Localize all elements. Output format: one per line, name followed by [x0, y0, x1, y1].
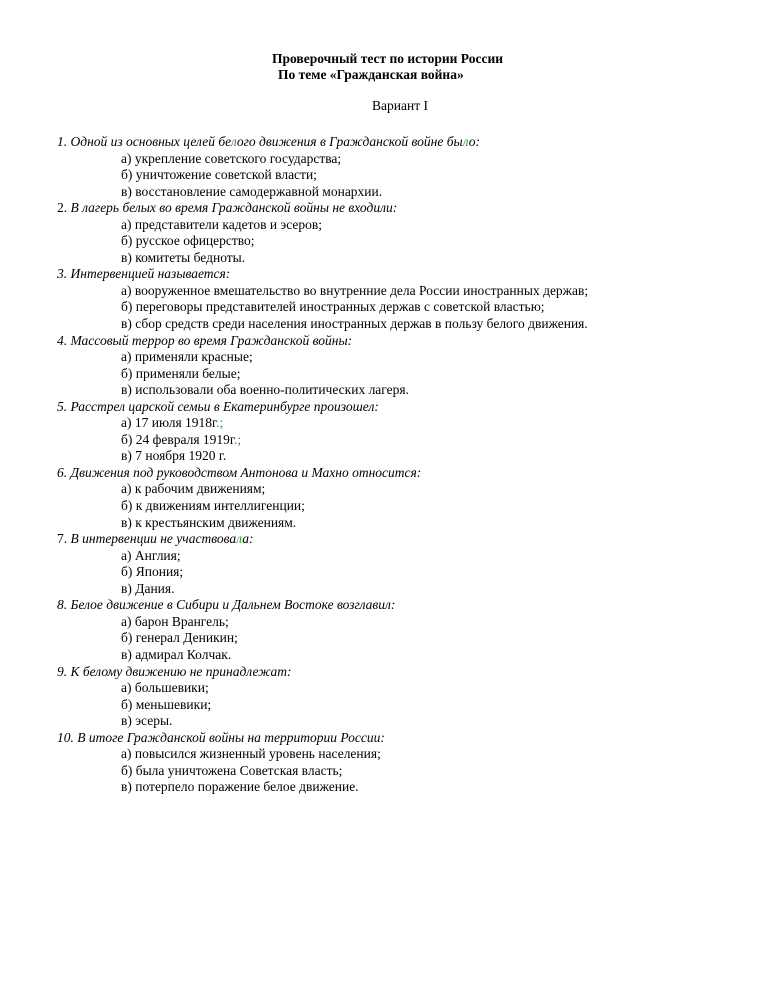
answer-option: а) вооруженное вмешательство во внутренние дела России иностранных держав;	[121, 282, 589, 298]
question-number: 4.	[57, 332, 68, 348]
question-number: 3.	[57, 266, 68, 282]
question-text: Интервенцией называется:	[70, 266, 231, 282]
answer-option: в) использовали оба военно-политических лагеря.	[121, 382, 409, 398]
question-number: 1.	[57, 134, 68, 149]
question-number: 2.	[57, 200, 68, 216]
question-4	[57, 333, 757, 350]
question-number: 6.	[57, 464, 68, 480]
answer-option: в) 7 ноября 1920 г.	[121, 448, 227, 464]
question-number: 7.	[57, 531, 68, 547]
answer-option: б) была уничтожена Советская власть;	[121, 762, 343, 778]
question-text: Движения под руководством Антонова и Махно относится:	[70, 464, 422, 480]
question-number: 10.	[57, 729, 74, 745]
answer-option: а) представители кадетов и эсеров;	[121, 216, 322, 232]
answer-option: б) генерал Деникин;	[121, 630, 238, 646]
answer-option: в) восстановление самодержавной монархии.	[121, 183, 383, 199]
question-9	[57, 664, 757, 681]
question-3	[57, 266, 757, 283]
answer-option: б) переговоры представителей иностранных держав с советской властью;	[121, 299, 545, 315]
answer-option: в) Дания.	[121, 580, 175, 596]
question-7	[57, 531, 757, 548]
question-text: В интервенции не участвовала:	[70, 531, 254, 547]
answer-option: б) меньшевики;	[121, 696, 212, 712]
answer-option: б) русское офицерство;	[121, 233, 255, 249]
question-8	[57, 597, 757, 614]
answer-option: в) комитеты бедноты.	[121, 249, 246, 265]
question-text: Белое движение в Сибири и Дальнем Востоке возглавил:	[70, 597, 396, 613]
answer-option: в) к крестьянским движениям.	[121, 514, 297, 530]
answer-option: а) к рабочим движениям;	[121, 481, 266, 497]
question-number: 9.	[57, 663, 68, 679]
page-subtitle: По теме «Гражданская война»	[278, 67, 464, 82]
answer-option: в) эсеры.	[121, 713, 173, 729]
answer-option: а) Англия;	[121, 547, 181, 563]
answer-option: в) потерпело поражение белое движение.	[121, 779, 359, 795]
question-1	[57, 134, 757, 151]
answer-option: а) укрепление советского государства;	[121, 150, 342, 166]
variant-label: Вариант I	[372, 98, 428, 113]
answer-option: а) применяли красные;	[121, 349, 253, 365]
question-number: 5.	[57, 398, 68, 414]
answer-option: б) уничтожение советской власти;	[121, 167, 317, 183]
answer-option: а) барон Врангель;	[121, 613, 229, 629]
page-title: Проверочный тест по истории России	[272, 51, 504, 66]
answer-option: а) повысился жизненный уровень населения;	[121, 746, 381, 762]
answer-option: б) применяли белые;	[121, 365, 241, 381]
answer-option: б) 24 февраля 1919г.;	[121, 431, 242, 447]
question-6	[57, 465, 757, 482]
answer-option: б) Япония;	[121, 564, 184, 580]
answer-option: а) большевики;	[121, 680, 209, 696]
answer-option: б) к движениям интеллигенции;	[121, 498, 305, 514]
question-number: 8.	[57, 597, 68, 613]
questions-list	[57, 134, 757, 796]
answer-option: в) адмирал Колчак.	[121, 646, 232, 662]
question-text: Массовый террор во время Гражданской войны:	[70, 332, 353, 348]
question-text: Одной из основных целей белого движения в Гражданской войне было:	[70, 134, 480, 149]
question-text: В итоге Гражданской войны на территории России:	[77, 729, 385, 745]
question-2	[57, 200, 757, 217]
question-text: В лагерь белых во время Гражданской войны не входили:	[70, 200, 398, 216]
answer-option: в) сбор средств среди населения иностранных держав в пользу белого движения.	[121, 316, 588, 332]
question-5	[57, 399, 757, 416]
answer-option: а) 17 июля 1918г.;	[121, 415, 224, 431]
question-text: К белому движению не принадлежат:	[70, 663, 292, 679]
question-10	[57, 730, 757, 747]
question-text: Расстрел царской семьи в Екатеринбурге произошел:	[70, 398, 379, 414]
